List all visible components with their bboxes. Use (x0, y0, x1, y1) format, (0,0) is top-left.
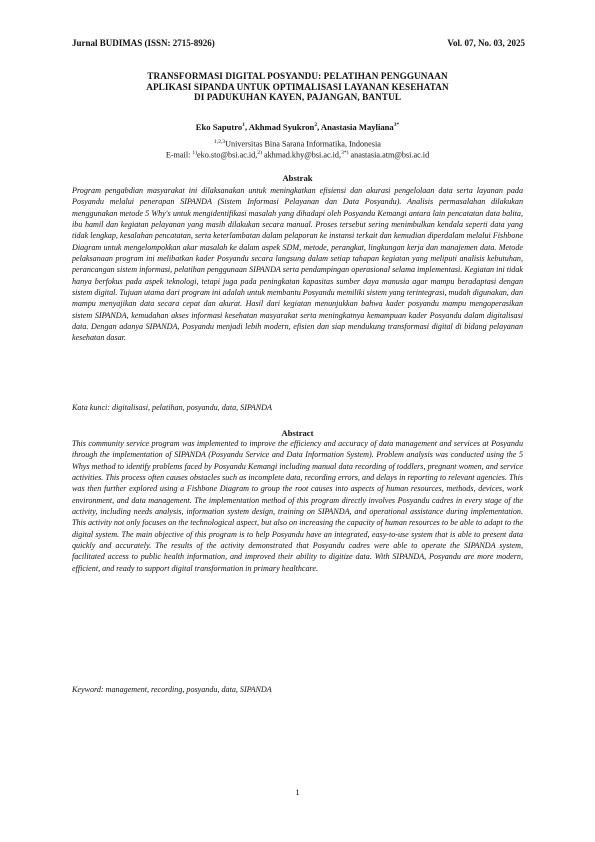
journal-volume: Vol. 07, No. 03, 2025 (447, 38, 525, 48)
email-3-mark: 3*) (341, 150, 349, 156)
author-1: Eko Saputro (195, 122, 243, 132)
author-2-mark: 2 (314, 122, 318, 129)
author-3: Anastasia Mayliana (320, 122, 394, 132)
running-header (72, 38, 525, 48)
author-1-mark: 1 (242, 122, 245, 129)
abstrak-heading: Abstrak (282, 173, 313, 183)
email-2-mark: 2) (257, 150, 262, 156)
paper-title (60, 71, 535, 103)
abstrak-body (72, 185, 523, 344)
email-line (60, 150, 535, 160)
email-2[interactable]: akhmad.khy@bsi.ac.id, (261, 150, 342, 160)
abstract-text: This community service program was implemented to improve the efficiency and accuracy of data management and services at Posyandu through the implementation of SIPANDA (Posyandu Service and Data Information System). Problem analysis was conducted using the 5 Whys method to identify problems faced by Posyandu Kemangi including manual data recording of toddlers, pregnant women, and service activities. This process often causes obstacles such as incomplete data, recording errors, and delays in reporting to relevant agencies. This was then further explored using a Fishbone Diagram to group the root causes into aspects of human resources, methods, devices, work environment, and data management. The implementation method of this program directly involves Posyandu cadres in every stage of the activity, including needs analysis, information system design, training on SIPANDA, and operational assistance during implementation. This activity not only focuses on the technological aspect, but also on increasing the capacity of human resources to be able to adapt to the digital system. The main objective of this program is to help Posyandu have an integrated, easy-to-use system that is able to present data quickly and accurately. The results of the activity demonstrated that Posyandu cadres were able to operate the SIPANDA system, facilitated access to public health information, and improved their ability to digitize data. With SIPANDA, Posyandu are more modern, efficient, and ready to support digital transformation in primary healthcare. (72, 439, 523, 573)
author-3-mark: 3* (393, 122, 400, 129)
author-list: Eko Saputro$^1$, Akhmad Syukron$^2$, Anastasia Mayliana$^{3*}$ (195, 122, 400, 132)
title-line-3: DI PADUKUHAN KAYEN, PAJANGAN, BANTUL (193, 92, 402, 102)
page-number: 1 (295, 787, 300, 797)
affiliation-mark: 1,2,3 (214, 139, 226, 145)
kata-kunci-label: Kata kunci: (72, 403, 113, 412)
email-3[interactable]: anastasia.atm@bsi.ac.id (348, 150, 430, 160)
keyword-label: Keyword: (72, 685, 106, 694)
abstract-body (72, 438, 523, 574)
affiliation-text: Universitas Bina Sarana Informatika, Indonesia (225, 139, 381, 149)
email-label: E-mail: (165, 150, 193, 160)
title-line-2: APLIKASI SIPANDA UNTUK OPTIMALISASI LAYANAN KESEHATAN (146, 81, 449, 92)
title-line-1: TRANSFORMASI DIGITAL POSYANDU: PELATIHAN PENGGUNAAN (147, 71, 448, 81)
kata-kunci (72, 403, 523, 412)
email-1-mark: 1) (192, 150, 198, 156)
abstrak-text: Program pengabdian masyarakat ini dilaksanakan untuk meningkatkan efisiensi dan akurasi pengelolaan data serta layanan pada Posyandu melalui penerapan SIPANDA (Sistem Informasi Pelayanan dan Data Posyandu). Analisis permasalahan dilakukan menggunakan metode 5 Why's untuk mengidentifikasi masalah yang dihadapi oleh Posyandu Kemangi antara lain pencatatan data balita, ibu hamil dan kegiatan pelayanan yang masih dilakukan secara manual. Proses tersebut sering menimbulkan kendala seperti data yang tidak lengkap, kesalahan pencatatan, serta keterlambatan dalam pelaporan ke instansi terkait dan kemudian diperdalam melalui Fishbone Diagram untuk mengelompokkan akar masalah ke dalam aspek SDM, metode, perangkat, lingkungan kerja dan manajemen data. Metode pelaksanaan program ini melibatkan kader Posyandu secara langsung dalam setiap tahapan kegiatan yang meliputi analisis kebutuhan, perancangan sistem informasi, pelatihan penggunaan SIPANDA serta pendampingan operasional selama implementasi. Kegiatan ini tidak hanya berfokus pada aspek teknologi, tetapi juga pada peningkatan kapasitas sumber daya manusia agar mampu beradaptasi dengan sistem digital. Tujuan utama dari program ini adalah untuk membantu Posyandu memiliki sistem yang terintegrasi, mudah digunakan, dan mampu menyajikan data secara cepat dan akurat. Hasil dari kegiatan menunjukkan bahwa kader posyandu mampu mengoperasikan sistem SIPANDA, kemudahan akses informasi kesehatan masyarakat serta meningkatnya kemampuan kader Posyandu dalam digitalisasi data. Dengan adanya SIPANDA, Posyandu menjadi lebih modern, efisien dan siap mendukung transformasi digital di bidang pelayanan kesehatan dasar. (72, 186, 523, 343)
journal-name: Jurnal BUDIMAS (ISSN: 2715-8926) (72, 38, 215, 48)
kata-kunci-text: digitalisasi, pelatihan, posyandu, data, SIPANDA (112, 403, 272, 412)
abstract-heading: Abstract (281, 428, 314, 438)
keyword-text: management, recording, posyandu, data, SIPANDA (105, 685, 272, 694)
affiliation (60, 137, 535, 150)
keyword (72, 685, 523, 694)
email-1[interactable]: eko.sto@bsi.ac.id, (197, 150, 258, 160)
author-2: Akhmad Syukron (248, 122, 315, 132)
